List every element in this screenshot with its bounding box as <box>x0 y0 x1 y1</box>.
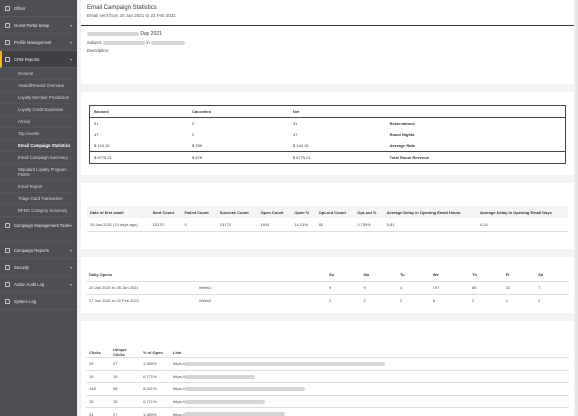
sidebar-item-guest-portal-setup[interactable] <box>0 17 77 34</box>
chevron-down-icon: ▾ <box>69 264 72 270</box>
table-row <box>86 370 569 383</box>
table-cell: 1.389% <box>140 358 170 371</box>
redacted-link <box>185 400 265 404</box>
column-header: Sent Count <box>150 206 182 218</box>
campaign-name-suffix: Day 2021 <box>140 31 162 37</box>
links-card <box>81 321 574 416</box>
table-cell: 148 <box>86 383 110 396</box>
menu-icon <box>5 23 10 28</box>
sidebar-item-label: Action Audit Log <box>14 281 45 287</box>
page-title: Email Campaign Statistics <box>87 5 157 11</box>
sidebar-item-security[interactable] <box>0 259 77 276</box>
link-prefix: https:// <box>173 361 186 367</box>
table-cell: 5.041% <box>140 383 170 396</box>
table-cell: 1 <box>503 294 535 307</box>
header-row <box>87 206 568 218</box>
header-row <box>90 106 566 118</box>
sidebar-subitem[interactable]: Standard Loyalty Program Points <box>0 164 77 181</box>
link-prefix: https:// <box>173 398 186 404</box>
column-header: Success Count <box>217 206 258 218</box>
menu-icon <box>5 40 10 45</box>
link-prefix: https:// <box>173 411 186 416</box>
sidebar-subitem[interactable]: Award/Reward Overview <box>0 80 77 92</box>
table-cell: 2 <box>326 294 360 307</box>
column-header: Net <box>289 106 386 118</box>
subject-label: Subject: <box>87 40 103 45</box>
table-cell: 0.24 <box>477 218 568 231</box>
table-cell: 31 <box>86 408 110 416</box>
table-cell: Average Rate <box>389 143 415 148</box>
sidebar-item-label: CRM Reports <box>14 56 40 62</box>
table-cell: 2 <box>192 131 195 137</box>
table-cell: 0.771% <box>140 370 170 383</box>
main-content <box>77 0 578 416</box>
menu-icon <box>5 223 10 228</box>
column-header: Fr <box>505 271 510 277</box>
column-header: Open % <box>291 206 315 218</box>
table-cell: $ 144.15 <box>292 143 309 148</box>
column-header: Link <box>173 349 182 355</box>
column-header: Failed Count <box>182 206 217 218</box>
summary-card <box>81 92 574 175</box>
redacted-link <box>185 375 255 379</box>
sidebar-subitem[interactable]: General <box>0 68 77 80</box>
table-cell: 27 <box>110 408 140 416</box>
table-cell: 31 <box>292 120 298 126</box>
column-header: Daily Opens <box>89 271 113 277</box>
redacted-text <box>151 41 185 45</box>
table-cell: 80 <box>316 218 355 231</box>
column-header: We <box>432 271 439 277</box>
table-cell: 2 <box>397 294 430 307</box>
sidebar <box>0 0 77 416</box>
table-cell: 14.13% <box>291 218 315 231</box>
sidebar-item-label: Security <box>14 264 30 270</box>
table-cell: 13170 <box>217 218 258 231</box>
header-row <box>86 347 569 358</box>
table-cell: 47 <box>94 131 99 137</box>
link-cell[interactable] <box>170 383 569 396</box>
table-cell: 15 <box>86 395 110 408</box>
redacted-link <box>185 362 385 366</box>
table-cell: 9 <box>360 281 396 294</box>
report-header-card <box>81 0 574 84</box>
stats-table <box>87 206 568 232</box>
table-cell: Reservations <box>389 120 415 126</box>
table-cell: 15 <box>110 395 140 408</box>
description-label: Description: <box>87 48 110 53</box>
table-cell: 1.389% <box>140 408 170 416</box>
column-header: Su <box>329 271 335 277</box>
menu-icon <box>5 265 10 270</box>
table-row <box>90 117 566 129</box>
table-row <box>86 281 569 294</box>
divider <box>81 25 574 26</box>
sidebar-subitem[interactable]: Arrival <box>0 116 77 128</box>
table-cell: 0.759% <box>354 218 383 231</box>
menu-icon <box>5 282 10 287</box>
sidebar-item-label: Guest Portal Setup <box>14 22 50 28</box>
table-cell: $ 339 <box>192 143 203 148</box>
column-header: Cancelled <box>188 106 289 118</box>
table-cell: 27 Jan 2021 to 02 Feb 2021 <box>86 294 196 307</box>
table-cell: $ 144.15 <box>94 143 110 148</box>
column-header: Date of first email <box>87 206 150 218</box>
table-cell: $ 678 <box>188 152 289 164</box>
sidebar-item-campaign-reports[interactable] <box>0 242 77 259</box>
column-header: Opt-out Count <box>316 206 355 218</box>
chevron-down-icon: ▾ <box>69 39 72 45</box>
link-cell[interactable] <box>170 395 569 408</box>
sidebar-subitem[interactable]: Triage Card Transaction <box>0 193 77 205</box>
table-cell: 31 <box>94 120 99 126</box>
chevron-down-icon: ▾ <box>69 281 72 287</box>
table-cell: 0 <box>182 218 217 231</box>
column-header: Opt-out % <box>354 206 383 218</box>
table-cell: 2 <box>535 294 569 307</box>
table-row <box>86 408 569 416</box>
link-cell[interactable] <box>170 370 569 383</box>
table-cell: $ 6775.21 <box>289 152 386 164</box>
table-cell: 98 <box>110 383 140 396</box>
table-cell: 2 <box>192 120 195 126</box>
column-header: Booked <box>90 106 189 118</box>
sidebar-subitem[interactable]: Email Report <box>0 181 77 193</box>
table-cell: 29 <box>86 358 110 371</box>
table-row <box>90 129 566 141</box>
table-cell: $ 6775.21 <box>90 152 189 164</box>
daily-opens-table <box>86 268 569 307</box>
sidebar-item-label: Campaign Reports <box>14 247 49 253</box>
table-row <box>86 294 569 307</box>
menu-icon <box>5 6 10 11</box>
table-cell: Week1 <box>196 281 326 294</box>
stats-card <box>81 183 574 249</box>
table-cell: 9 <box>326 281 360 294</box>
table-cell: 7 <box>535 281 569 294</box>
sidebar-subitem[interactable]: Email Campaign Summary <box>0 152 77 164</box>
table-row <box>86 383 569 396</box>
sidebar-item-crm-reports[interactable] <box>0 51 77 68</box>
subject-mid: in <box>146 40 150 45</box>
table-cell: 15 <box>86 370 110 383</box>
sidebar-item-offers[interactable] <box>0 0 77 17</box>
table-row <box>90 140 566 152</box>
chevron-down-icon: ▾ <box>69 247 72 253</box>
redacted-text <box>87 32 139 36</box>
sidebar-subitem[interactable]: Top Guests <box>0 128 77 140</box>
table-cell: 2 <box>469 294 503 307</box>
link-prefix: https:// <box>173 386 186 392</box>
sidebar-item-action-audit-log[interactable] <box>0 276 77 293</box>
table-cell: 5.81 <box>384 218 477 231</box>
table-row <box>86 358 569 371</box>
menu-icon <box>5 248 10 253</box>
sidebar-item-label: Offers <box>14 5 26 11</box>
sidebar-subitem[interactable]: RFMC Category Summary <box>0 205 77 217</box>
table-cell: 13170 <box>150 218 182 231</box>
chevron-down-icon: ▾ <box>69 22 72 28</box>
link-cell[interactable] <box>170 408 569 416</box>
link-prefix: https:// <box>173 373 186 379</box>
table-cell: Room Nights <box>389 131 415 137</box>
column-header: Th <box>472 271 477 277</box>
header-row <box>86 268 569 281</box>
campaign-name <box>87 31 568 37</box>
redacted-link <box>185 412 285 416</box>
column-header: Average Delay in Opening Email Days <box>477 206 568 218</box>
summary-table <box>89 105 566 164</box>
column-header: Sa <box>538 271 544 277</box>
daily-opens-card <box>81 257 574 313</box>
report-icon <box>5 57 10 62</box>
table-cell: 2 <box>360 294 396 307</box>
sidebar-item-system-log[interactable] <box>0 293 77 310</box>
table-cell: 197 <box>430 281 469 294</box>
table-cell: 27 <box>110 358 140 371</box>
menu-icon <box>5 299 10 304</box>
column-header: Average Delay in Opening Email Hours <box>384 206 477 218</box>
chevron-down-icon: ▾ <box>69 223 72 228</box>
redacted-link <box>185 387 305 391</box>
column-header: Mo <box>363 271 370 277</box>
column-header: % of Open <box>143 349 163 355</box>
links-table <box>86 347 569 416</box>
link-cell[interactable] <box>170 358 569 371</box>
subject-line <box>87 40 568 45</box>
table-cell: 47 <box>292 131 298 137</box>
table-cell: 68 <box>469 281 503 294</box>
column-header: Open Count <box>258 206 292 218</box>
column-header <box>196 268 326 281</box>
sidebar-item-label: Profile Management <box>14 39 52 45</box>
chevron-down-icon: ▾ <box>69 56 72 62</box>
column-header <box>386 106 566 118</box>
table-cell: 4 <box>397 281 430 294</box>
table-row <box>86 395 569 408</box>
sidebar-subitem[interactable]: Loyalty Member Production <box>0 92 77 104</box>
sidebar-item-profile-management[interactable] <box>0 34 77 51</box>
page-subtitle: Email sent from 20 Jan 2021 to 22 Feb 2021 <box>87 13 176 18</box>
sidebar-subitem[interactable]: Email Campaign Statistics <box>0 140 77 152</box>
table-cell: 22 <box>503 281 535 294</box>
sidebar-item-label: Campaign Management Tools <box>14 223 70 228</box>
column-header: Tu <box>399 271 405 277</box>
table-cell: 1944 <box>258 218 292 231</box>
table-cell: Week2 <box>196 294 326 307</box>
column-header: Unique Clicks <box>113 347 127 357</box>
sidebar-item-label: System Log <box>14 298 37 304</box>
sidebar-subitem[interactable]: Loyalty Credit Expiration <box>0 104 77 116</box>
sidebar-item-campaign-management[interactable] <box>0 217 77 242</box>
table-row <box>87 218 568 231</box>
table-cell: 15 <box>110 370 140 383</box>
table-cell: 6 <box>430 294 469 307</box>
table-cell: 0.771% <box>140 395 170 408</box>
table-cell: 20 Jan 2021 to 26 Jan 2021 <box>86 281 196 294</box>
column-header: Clicks <box>89 349 101 355</box>
table-cell: 19 Jan 2021 (13 days ago) <box>87 218 150 231</box>
table-row <box>90 152 566 164</box>
redacted-text <box>103 41 145 45</box>
table-cell: Total Room Revenue <box>386 152 566 164</box>
